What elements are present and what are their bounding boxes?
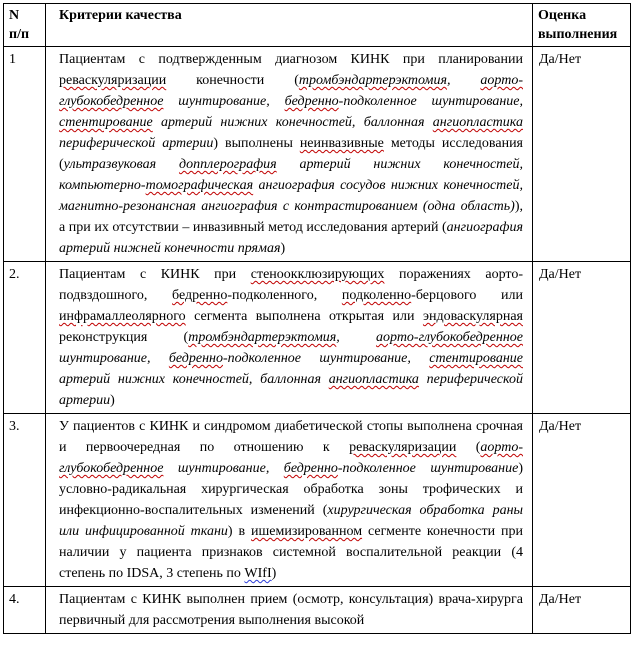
criteria-text-fragment: Пациентам с КИНК выполнен прием (осмотр, консультация) врача-хирурга первичный для рассмотрения выполнения высокой bbox=[59, 592, 523, 628]
criteria-text-fragment: -подколенное шунтирование, bbox=[222, 351, 430, 366]
criteria-text-fragment: тромбэндартерэктомия bbox=[188, 330, 337, 345]
criteria-text-fragment: сегмента выполнена открытая или bbox=[185, 309, 423, 324]
criteria-text-fragment: стеноокклюзирующих bbox=[250, 267, 385, 282]
criteria-text-fragment: стентирование bbox=[429, 351, 523, 366]
criteria-text-fragment: Пациентам с подтвержденным диагнозом КИНК при планировании bbox=[59, 52, 523, 67]
table-row bbox=[4, 262, 631, 414]
header-criteria: Критерии качества bbox=[46, 4, 533, 47]
criteria-text-fragment: ) bbox=[110, 393, 115, 408]
criteria-text-fragment: -подколенное шунтирование, bbox=[338, 94, 523, 109]
criteria-text-fragment: ) bbox=[280, 241, 286, 256]
criteria-text-fragment: томографическая bbox=[145, 178, 254, 193]
criteria-text-fragment: ) bbox=[271, 566, 277, 581]
criteria-text-fragment: ), а при их отсутствии – инвазивный метод исследования артерий ( bbox=[59, 199, 523, 235]
criteria-text-fragment: артерий нижних конечностей, баллонная bbox=[152, 115, 433, 130]
criteria-text-fragment: -подколенного, bbox=[227, 288, 342, 303]
criteria-text-fragment: периферической артерии bbox=[59, 372, 523, 408]
criteria-text-fragment: ) в bbox=[227, 524, 251, 539]
criteria-text bbox=[46, 47, 533, 262]
criteria-text-fragment: шунтирование, bbox=[163, 94, 285, 109]
criteria-text-fragment: артерий нижних конечностей, баллонная bbox=[59, 372, 329, 387]
criteria-text-fragment: бедренно bbox=[284, 94, 339, 109]
row-number: 1 bbox=[4, 47, 46, 262]
criteria-text-fragment: эндоваскулярная bbox=[422, 309, 523, 324]
criteria-text-fragment: стентирование bbox=[59, 115, 153, 130]
header-number bbox=[4, 4, 46, 47]
criteria-text-fragment: методы исследования ( bbox=[59, 136, 523, 172]
criteria-text-fragment: аорто-глубокобедренное bbox=[376, 330, 523, 345]
criteria-text-fragment: ангиография артерий нижней конечности прямая bbox=[59, 220, 523, 256]
criteria-text-fragment: ишемизированном bbox=[251, 524, 363, 539]
table-row bbox=[4, 414, 631, 587]
criteria-text-fragment: -подколенное шунтирование bbox=[337, 461, 519, 476]
criteria-text-fragment: ангиография сосудов нижних конечностей, магнитно-резонансная ангиография с контрастированием (одна область) bbox=[59, 178, 523, 214]
table-row bbox=[4, 587, 631, 634]
quality-criteria-table bbox=[3, 3, 631, 634]
criteria-text-fragment: , bbox=[336, 330, 376, 345]
criteria-text-fragment: допплерография bbox=[178, 157, 277, 172]
row-number: 3. bbox=[4, 414, 46, 587]
table-header-row bbox=[4, 4, 631, 47]
criteria-text-fragment: WIfI bbox=[244, 566, 272, 581]
criteria-text-fragment: У пациентов с КИНК и синдромом диабетической стопы выполнена срочная и первоочередная по отношению к bbox=[59, 419, 523, 455]
criteria-text-fragment: ) условно-радикальная хирургическая обработка зоны трофических и инфекционно-воспалительных изменений ( bbox=[59, 461, 523, 518]
criteria-text-fragment: аорто-глубокобедренное bbox=[59, 440, 523, 476]
criteria-text-fragment: Пациентам с КИНК при bbox=[59, 267, 251, 282]
criteria-text-fragment: реваскуляризации bbox=[59, 73, 167, 88]
criteria-text-fragment: артерий нижних конечностей, компьютерно- bbox=[59, 157, 524, 193]
criteria-text-fragment: ( bbox=[456, 440, 481, 455]
header-grade bbox=[533, 4, 631, 47]
row-grade: Да/Нет bbox=[533, 47, 631, 262]
criteria-text bbox=[46, 587, 533, 634]
header-number-part: N bbox=[9, 8, 20, 23]
criteria-text-fragment: бедренно bbox=[168, 351, 223, 366]
row-number: 2. bbox=[4, 262, 46, 414]
criteria-text-fragment: неинвазивные bbox=[299, 136, 384, 151]
criteria-text-fragment: шунтирование, bbox=[59, 351, 169, 366]
header-number-part: п/п bbox=[9, 27, 30, 42]
criteria-text-fragment: периферической артерии bbox=[59, 136, 214, 151]
criteria-text-fragment: -берцового или bbox=[411, 288, 524, 303]
criteria-text-fragment: бедренно bbox=[283, 461, 338, 476]
row-grade: Да/Нет bbox=[533, 587, 631, 634]
criteria-text-fragment: хирургическая обработка раны или инфицированной ткани bbox=[59, 503, 523, 539]
criteria-text-fragment: реконструкция ( bbox=[59, 330, 189, 345]
criteria-text-fragment: конечности ( bbox=[166, 73, 299, 88]
criteria-text-fragment: шунтирование, bbox=[163, 461, 284, 476]
header-grade-part: выполнения bbox=[538, 27, 618, 42]
criteria-text-fragment: инфрамаллеолярного bbox=[59, 309, 186, 324]
row-grade: Да/Нет bbox=[533, 262, 631, 414]
criteria-text-fragment: ультразвуковая bbox=[63, 157, 179, 172]
criteria-text-fragment: поражениях аорто-подвздошного, bbox=[59, 267, 523, 303]
criteria-text bbox=[46, 414, 533, 587]
criteria-text-fragment: бедренно bbox=[172, 288, 228, 303]
row-number: 4. bbox=[4, 587, 46, 634]
criteria-text-fragment: ) выполнены bbox=[213, 136, 300, 151]
criteria-text-fragment: , bbox=[446, 73, 481, 88]
criteria-text-fragment: аорто-глубокобедренное bbox=[59, 73, 523, 109]
criteria-text-fragment: подколенно bbox=[341, 288, 412, 303]
criteria-text-fragment: ангиопластика bbox=[328, 372, 419, 387]
criteria-text bbox=[46, 262, 533, 414]
criteria-text-fragment: тромбэндартерэктомия bbox=[298, 73, 447, 88]
header-grade-part: Оценка bbox=[538, 8, 587, 23]
row-grade: Да/Нет bbox=[533, 414, 631, 587]
criteria-text-fragment: сегменте конечности при наличии у пациента признаков системной воспалительной реакции (4 степень по IDSA, 3 степень по bbox=[59, 524, 523, 581]
table-row bbox=[4, 47, 631, 262]
criteria-text-fragment: реваскуляризации bbox=[349, 440, 457, 455]
criteria-text-fragment: ангиопластика bbox=[432, 115, 523, 130]
